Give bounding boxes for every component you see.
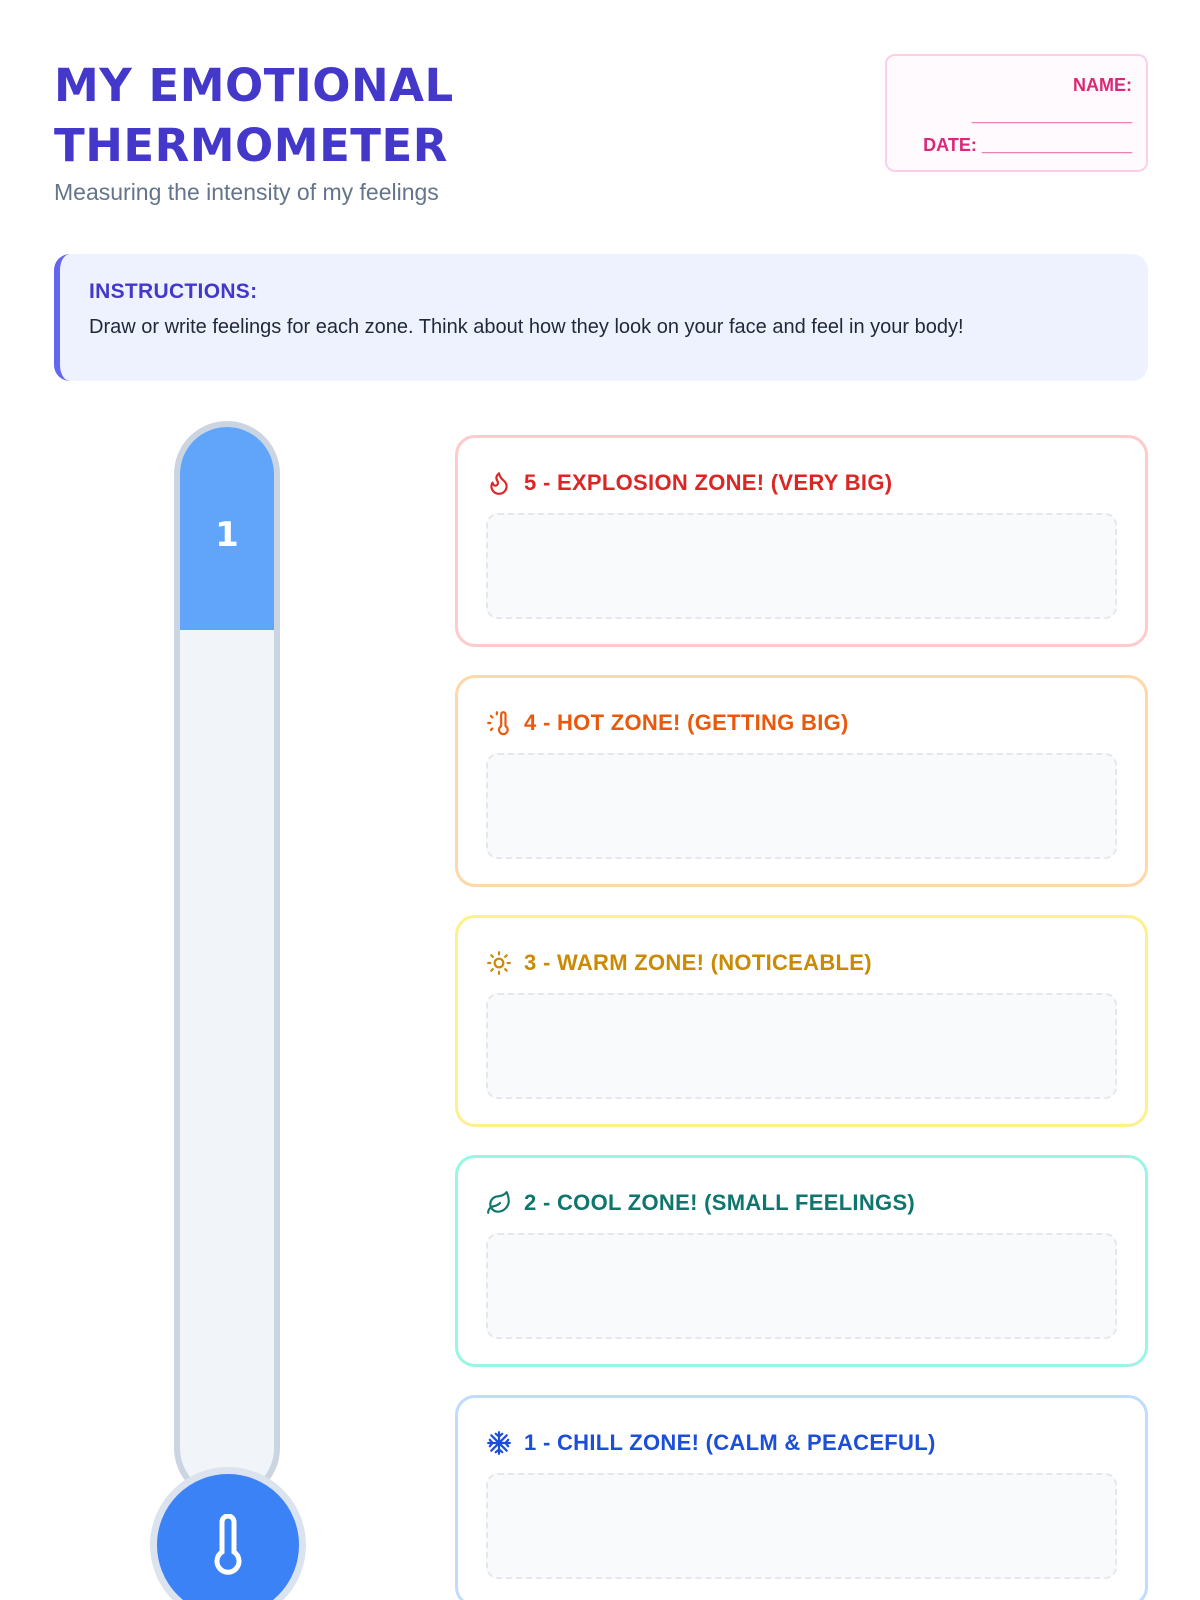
- title-line-2: THERMOMETER: [54, 119, 448, 172]
- zone-5-card: [455, 435, 1148, 647]
- leaf-icon: [486, 1190, 512, 1216]
- zone-5-header: [486, 466, 892, 500]
- zone-2-drawing-area[interactable]: [486, 1233, 1117, 1339]
- zone-2-label: 2 - COOL ZONE! (SMALL FEELINGS): [524, 1190, 916, 1215]
- zone-4-header: [486, 706, 849, 740]
- zone-4-drawing-area[interactable]: [486, 753, 1117, 859]
- date-field[interactable]: DATE: _______________: [923, 135, 1132, 155]
- name-label: NAME:: [1073, 75, 1132, 95]
- snowflake-icon: [486, 1430, 512, 1456]
- zone-3-card: [455, 915, 1148, 1127]
- thermometer-bulb: [150, 1467, 306, 1600]
- zone-2-card: [455, 1155, 1148, 1367]
- zone-5-drawing-area[interactable]: [486, 513, 1117, 619]
- zone-1-drawing-area[interactable]: [486, 1473, 1117, 1579]
- name-field[interactable]: ________________: [971, 105, 1132, 125]
- zone-3-header: [486, 946, 872, 980]
- zone-5-label: 5 - EXPLOSION ZONE! (VERY BIG): [524, 470, 893, 495]
- thermometer-icon: [211, 1514, 245, 1576]
- thermometer-sun-icon: [486, 710, 512, 736]
- zone-2-header: [486, 1186, 915, 1220]
- name-date-box: [885, 54, 1148, 172]
- thermometer-level: 1: [215, 515, 239, 555]
- zone-1-header: [486, 1426, 936, 1460]
- zone-3-drawing-area[interactable]: [486, 993, 1117, 1099]
- title-line-1: MY EMOTIONAL: [54, 59, 454, 112]
- page-subtitle: Measuring the intensity of my feelings: [54, 179, 439, 205]
- sun-icon: [486, 950, 512, 976]
- zone-1-card: [455, 1395, 1148, 1600]
- instructions-label: INSTRUCTIONS:: [89, 280, 258, 303]
- zone-3-label: 3 - WARM ZONE! (NOTICEABLE): [524, 950, 872, 975]
- instructions-text: Draw or write feelings for each zone. Think about how they look on your face and feel in your body!: [89, 316, 964, 338]
- instructions-panel: [54, 254, 1148, 381]
- zone-4-label: 4 - HOT ZONE! (GETTING BIG): [524, 710, 849, 735]
- flame-icon: [486, 470, 512, 496]
- zone-1-label: 1 - CHILL ZONE! (CALM & PEACEFUL): [524, 1430, 936, 1455]
- zone-4-card: [455, 675, 1148, 887]
- page-title: [54, 56, 574, 176]
- thermometer-tube: [174, 421, 280, 1501]
